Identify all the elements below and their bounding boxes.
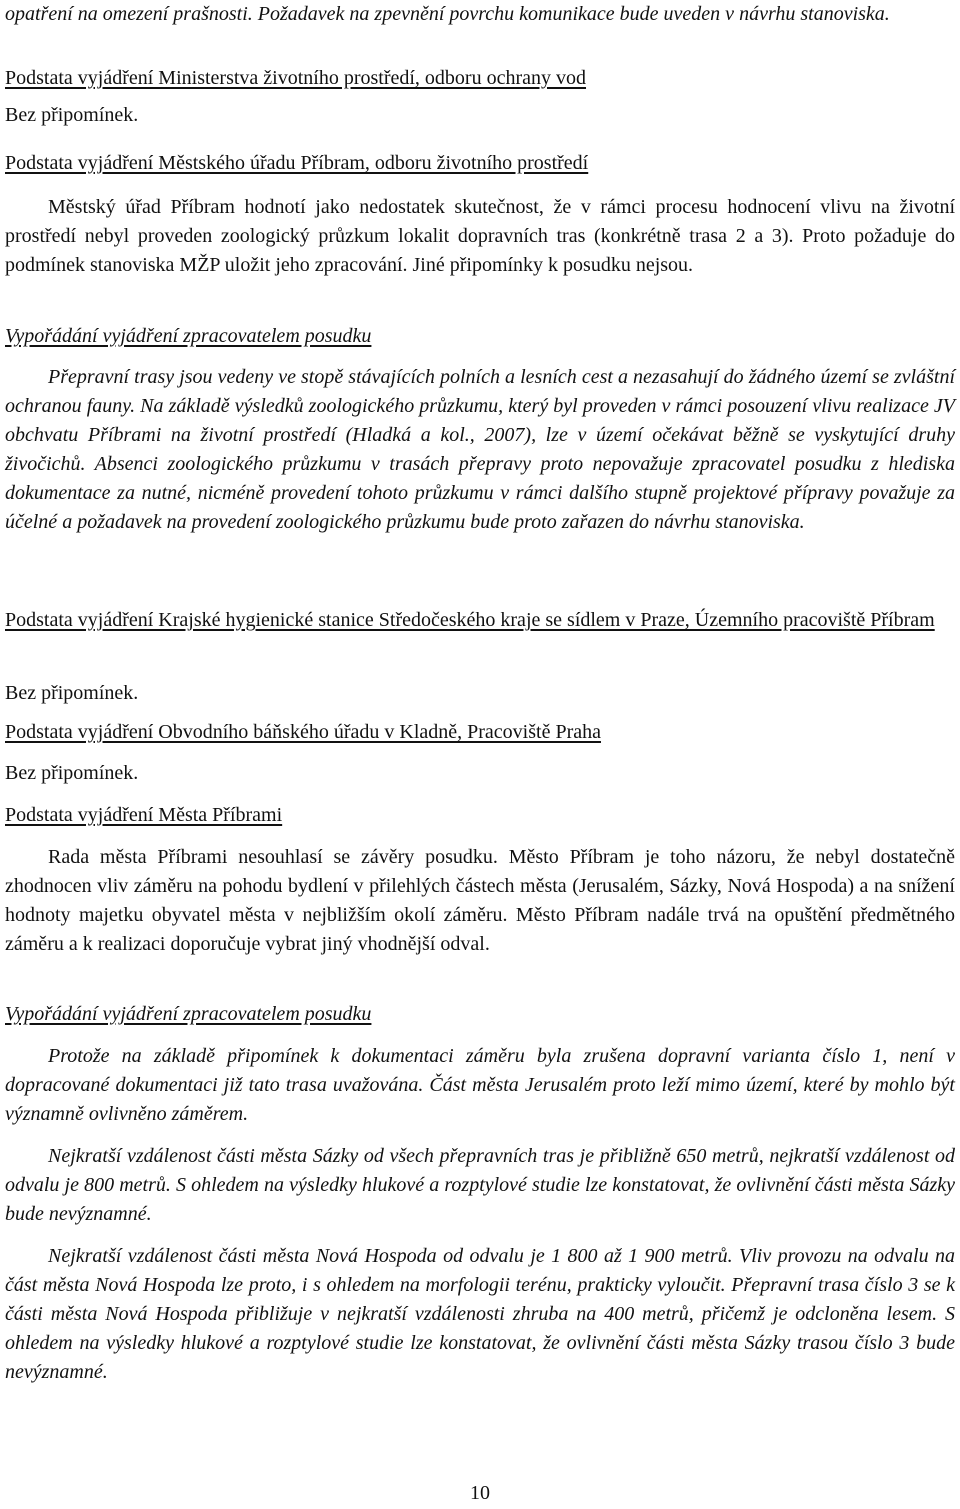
- heading-hygiene-station: Podstata vyjádření Krajské hygienické stanice Středočeského kraje se sídlem v Praze, Územního pracoviště Příbram: [5, 609, 935, 631]
- heading-settlement-1: Vypořádání vyjádření zpracovatelem posudku: [5, 325, 372, 347]
- paragraph-city-pribram: Rada města Příbrami nesouhlasí se závěry posudku. Město Příbram je toho názoru, že nebyl dostatečně zhodnocen vliv záměru na pohodu bydlení v přilehlých částech města (Jerusalém, Sázky, Nová Hospoda) a na snížení hodnoty majetku obyvatel města v nejbližším okolí záměru. Město Příbram nadále trvá na opuštění předmětného záměru a k realizaci doporučuje vybrat jiný vhodnější odval.: [5, 846, 955, 955]
- paragraph-city-office: Městský úřad Příbram hodnotí jako nedostatek skutečnost, že v rámci procesu hodnocení vlivu na životní prostředí nebyl proveden zoologický průzkum lokalit dopravních tras (konkrétně trasa 2 a 3). Proto požaduje do podmínek stanoviska MŽP uložit jeho zpracování. Jiné připomínky k posudku nejsou.: [5, 196, 955, 276]
- paragraph-jerusalem: Protože na základě připomínek k dokumentaci záměru byla zrušena dopravní varianta číslo 1, není v dopracované dokumentaci již tato trasa uvažována. Část města Jerusalém proto leží mimo území, které by mohlo být významně ovlivněno záměrem.: [5, 1045, 955, 1125]
- heading-ministry-water: Podstata vyjádření Ministerstva životního prostředí, odboru ochrany vod: [5, 67, 587, 89]
- paragraph-dust: opatření na omezení prašnosti. Požadavek na zpevnění povrchu komunikace bude uveden v návrhu stanoviska.: [5, 3, 890, 25]
- heading-settlement-2: Vypořádání vyjádření zpracovatelem posudku: [5, 1003, 372, 1025]
- paragraph-sazky: Nejkratší vzdálenost části města Sázky od všech přepravních tras je přibližně 650 metrů, nejkratší vzdálenost od odvalu je 800 metrů. S ohledem na výsledky hlukové a rozptylové studie lze konstatovat, že ovlivnění části města Sázky bude nevýznamné.: [5, 1145, 955, 1225]
- paragraph-settlement-1: Přepravní trasy jsou vedeny ve stopě stávajících polních a lesních cest a nezasahují do žádného území se zvláštní ochranou fauny. Na základě výsledků zoologického průzkumu, který byl proveden v rámci posouzení vlivu realizace JV obchvatu Příbrami na životní prostředí (Hladká a kol., 2007), lze v území očekávat běžně se vyskytující druhy živočichů. Absenci zoologického průzkumu v trasách přepravy proto nepovažuje zpracovatel posudku z hlediska dokumentace za nutné, nicméně provedení tohoto průzkumu v rámci dalšího stupně projektové přípravy považuje za účelné a požadavek na provedení zoologického průzkumu bude proto zařazen do návrhu stanoviska.: [5, 366, 955, 533]
- heading-city-pribram: Podstata vyjádření Města Příbrami: [5, 804, 283, 826]
- heading-mining-office: Podstata vyjádření Obvodního báňského úřadu v Kladně, Pracoviště Praha: [5, 721, 601, 743]
- page-number: 10: [470, 1482, 490, 1504]
- paragraph-nova-hospoda: Nejkratší vzdálenost části města Nová Hospoda od odvalu je 1 800 až 1 900 metrů. Vliv provozu na odvalu na část města Nová Hospoda lze proto, i s ohledem na morfologii terénu, prakticky vyloučit. Přepravní trasa číslo 3 se k části města Nová Hospoda přibližuje v nejkratší vzdálenosti zhruba na 400 metrů, přičemž je odcloněna lesem. S ohledem na výsledky hlukové a rozptylové studie lze konstatovat, že ovlivnění části města Sázky trasou číslo 3 bude nevýznamné.: [5, 1245, 955, 1383]
- paragraph-no-comments-1: Bez připomínek.: [5, 104, 139, 126]
- paragraph-no-comments-3: Bez připomínek.: [5, 762, 139, 784]
- heading-city-office: Podstata vyjádření Městského úřadu Příbram, odboru životního prostředí: [5, 152, 589, 174]
- paragraph-no-comments-2: Bez připomínek.: [5, 682, 139, 704]
